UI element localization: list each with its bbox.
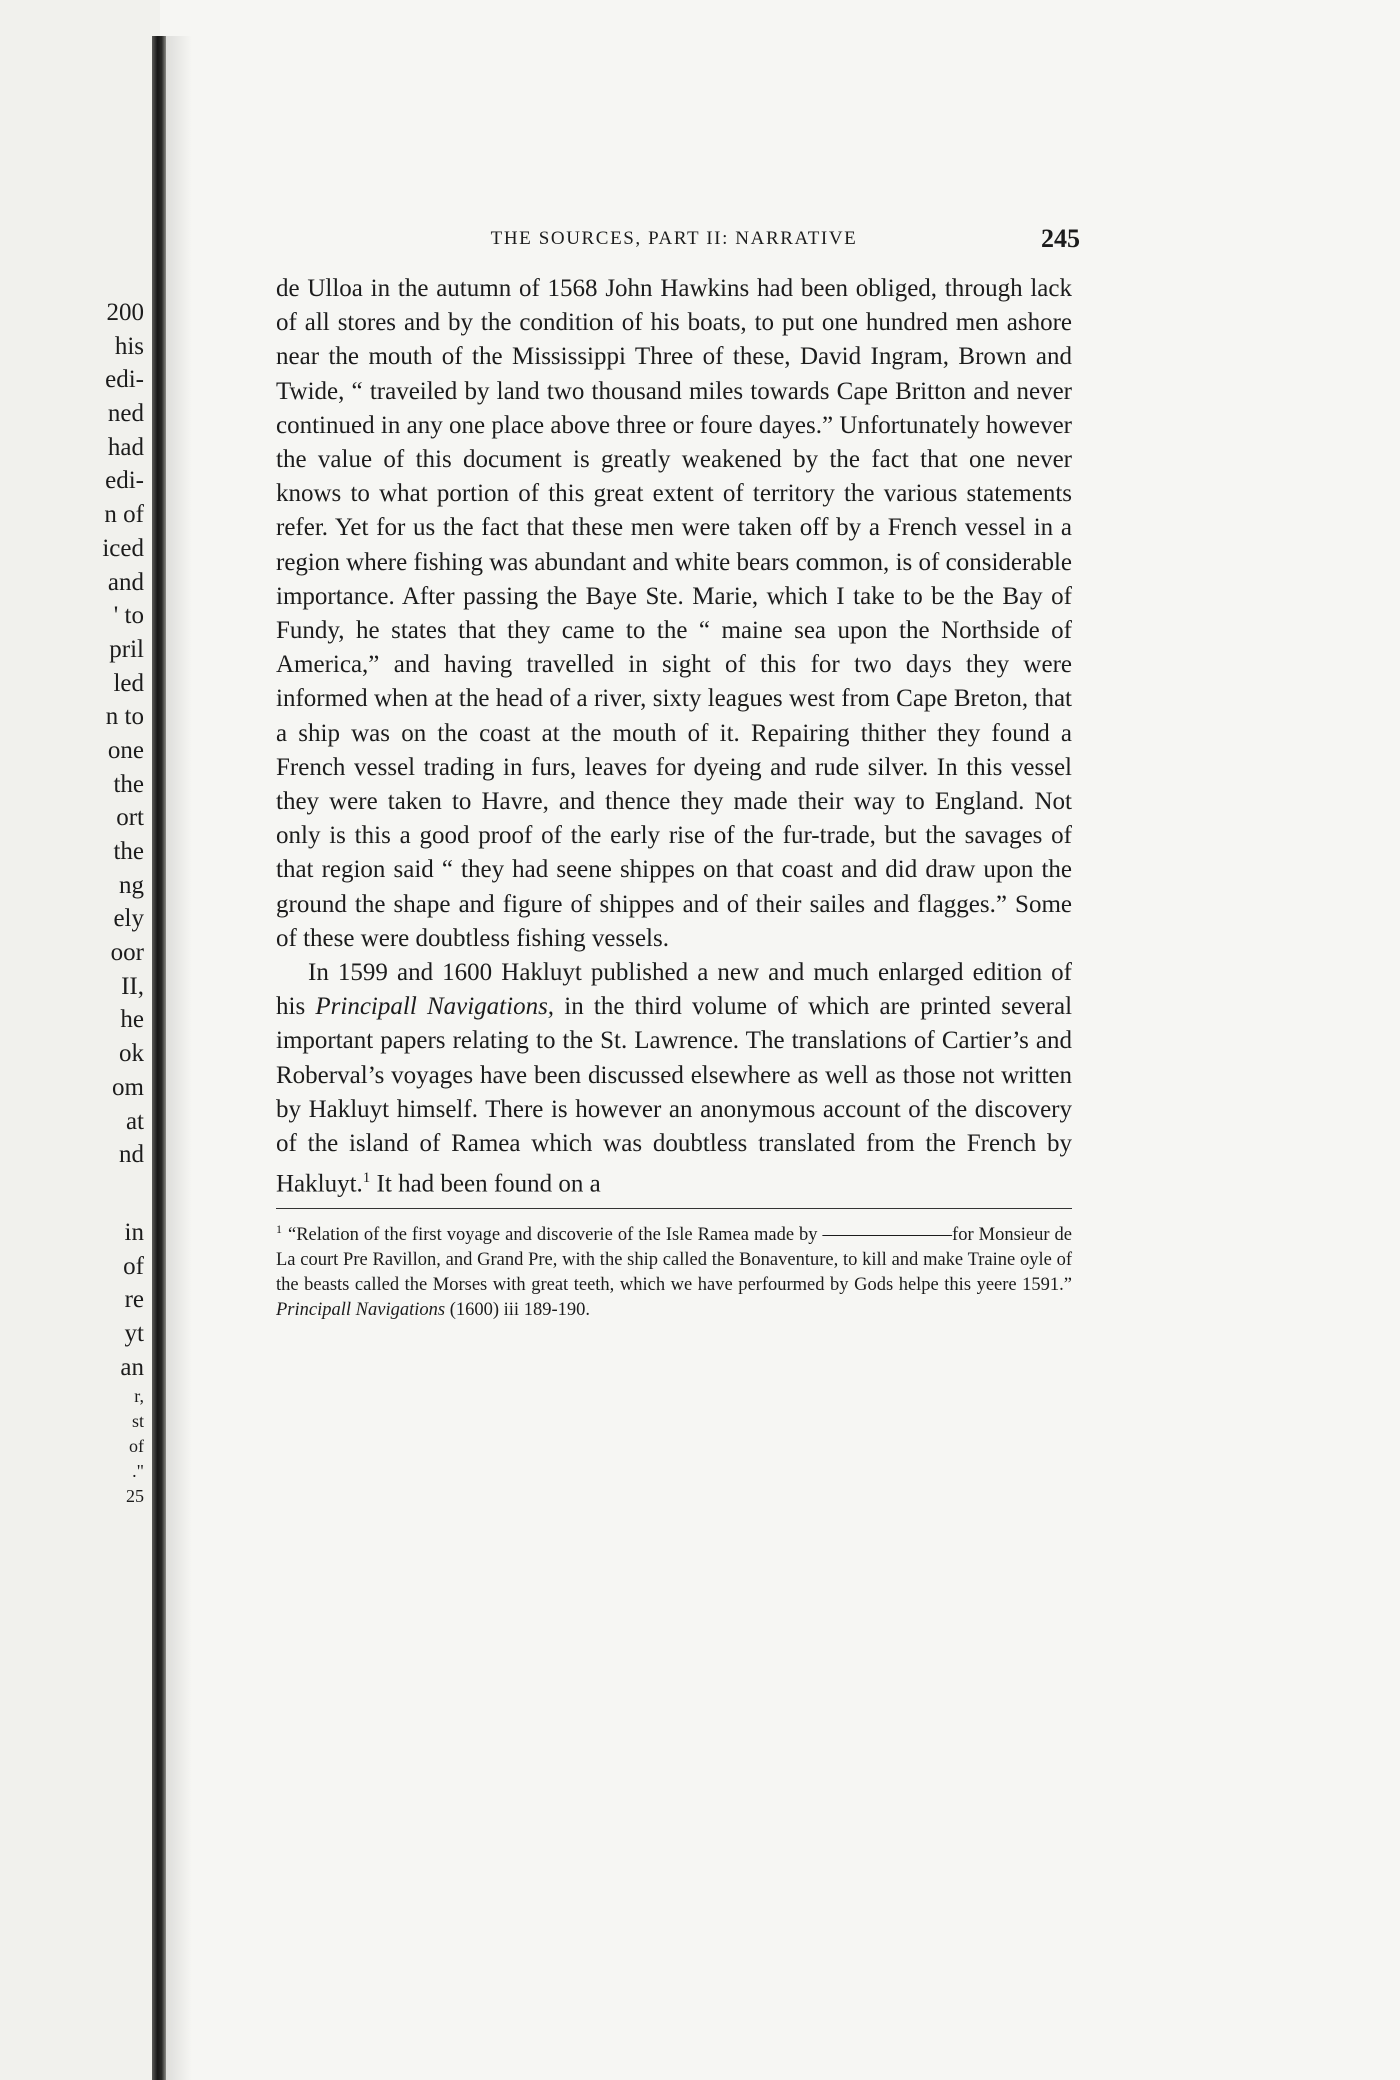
facing-line: n to: [105, 703, 144, 731]
facing-line: om: [112, 1073, 144, 1101]
facing-page-edge: [0, 0, 160, 2080]
footnote-source-title: Principall Navigations: [276, 1299, 446, 1320]
book-gutter: [152, 36, 166, 2080]
facing-line: and: [107, 568, 144, 596]
facing-line: ok: [119, 1040, 144, 1068]
footnote-rule: [276, 1208, 1072, 1209]
facing-line: ned: [107, 400, 144, 428]
paragraph-text: in the third volume of which are printed several important papers relating to the St. Lawrence. The translations of Cartier’s and Roberval’s voyages have been discussed elsewhere as well as those not written by Hakluyt himself. There is however an anonymous account of the discovery of the island of Ramea which was doubtless translated from the French by Hakluyt.: [276, 993, 1073, 1198]
facing-line: ng: [119, 871, 144, 899]
facing-line: edi-: [105, 467, 144, 495]
facing-footnote-line: r,: [134, 1386, 144, 1407]
facing-footnote-line: .": [132, 1461, 144, 1482]
paragraph: de Ulloa in the autumn of 1568 John Hawkins had been obliged, through lack of all stores and by the condition of his boats, to put one hundred men ashore near the mouth of the Mississippi Three of these, David Ingram, Brown and Twide, “ traveiled by land two thousand miles towards Cape Britton and never continued in any one place above three or foure dayes.” Unfortunately however the value of this document is greatly weakened by the fact that one never knows to what portion of this great extent of territory the various statements refer. Yet for us the fact that these men were taken off by a French vessel in a region where fishing was abundant and white bears common, is of considerable importance. After passing the Baye Ste. Marie, which I take to be the Bay of Fundy, he states that they came to the “ maine sea upon the Northside of America,” and having travelled in sight of this for two days they were informed when at the head of a river, sixty leagues west from Cape Breton, that a ship was on the coast at the mouth of it. Repairing thither they found a French vessel trading in furs, leaves for dyeing and rude silver. In this vessel they were taken to Havre, and thence they made their way to England. Not only is this a good proof of the early rise of the fur-trade, but the savages of that region said “ they had seene shippes on that coast and did draw upon the ground the shape and figure of shippes and of their sailes and flagges.” Some of these were doubtless fishing vessels.: [276, 275, 1072, 952]
facing-line: ' to: [113, 602, 144, 630]
paragraph-text: In 1599 and 1600 Hakluyt published a new and much enlarged edition of his: [276, 959, 1072, 1021]
facing-line: led: [113, 669, 144, 697]
facing-gap: [0, 1172, 150, 1216]
facing-line: the: [113, 838, 144, 865]
paragraph: [276, 956, 1072, 1202]
facing-line: ort: [116, 804, 144, 832]
facing-line: II,: [121, 972, 144, 1000]
facing-line: 200: [106, 299, 144, 326]
book-title: Principall Navigations,: [315, 993, 555, 1021]
facing-line: of: [123, 1252, 144, 1280]
facing-line: re: [124, 1286, 144, 1314]
facing-line: his: [114, 332, 144, 360]
facing-line: an: [120, 1353, 144, 1381]
facing-line: he: [120, 1006, 144, 1034]
book-page: [276, 224, 1080, 1323]
facing-footnote-line: of: [129, 1436, 144, 1457]
footnote-text: (1600) iii 189-190.: [449, 1299, 590, 1320]
footnote-text: “Relation of the first voyage and discoverie of the Isle Ramea made by ———————for Monsieur de La court Pre Ravillon, and Grand Pre, with the ship called the Bonaventure, to kill and make Traine oyle of the beasts called the Morses with great teeth, which we have perfourmed by Gods helpe this yeere 1591.”: [276, 1224, 1072, 1295]
body-text: [276, 272, 1072, 1202]
footnote-mark: 1: [276, 1221, 282, 1236]
facing-line: ely: [113, 905, 144, 933]
facing-line: at: [125, 1107, 144, 1135]
page-number: 245: [1041, 224, 1080, 253]
facing-line: iced: [102, 534, 144, 562]
facing-line: oor: [110, 939, 144, 967]
footnote-reference: 1: [362, 1170, 371, 1187]
facing-line: nd: [119, 1141, 144, 1169]
facing-line: one: [107, 736, 144, 764]
paragraph-text: It had been found on a: [376, 1170, 601, 1198]
facing-line: the: [113, 770, 144, 798]
running-head: [276, 224, 1080, 264]
facing-line: had: [107, 433, 144, 461]
facing-line: pril: [109, 635, 144, 663]
facing-line: yt: [124, 1319, 144, 1347]
facing-footnote-line: 25: [126, 1486, 144, 1507]
facing-footnote-line: st: [131, 1411, 144, 1432]
facing-page-text: [0, 296, 150, 1509]
facing-line: in: [124, 1218, 144, 1246]
facing-line: edi-: [105, 366, 144, 394]
footnote: [276, 1217, 1072, 1323]
running-title: THE SOURCES, PART II: NARRATIVE: [490, 228, 858, 249]
gutter-shadow: [166, 36, 192, 2080]
facing-line: n of: [104, 501, 144, 529]
